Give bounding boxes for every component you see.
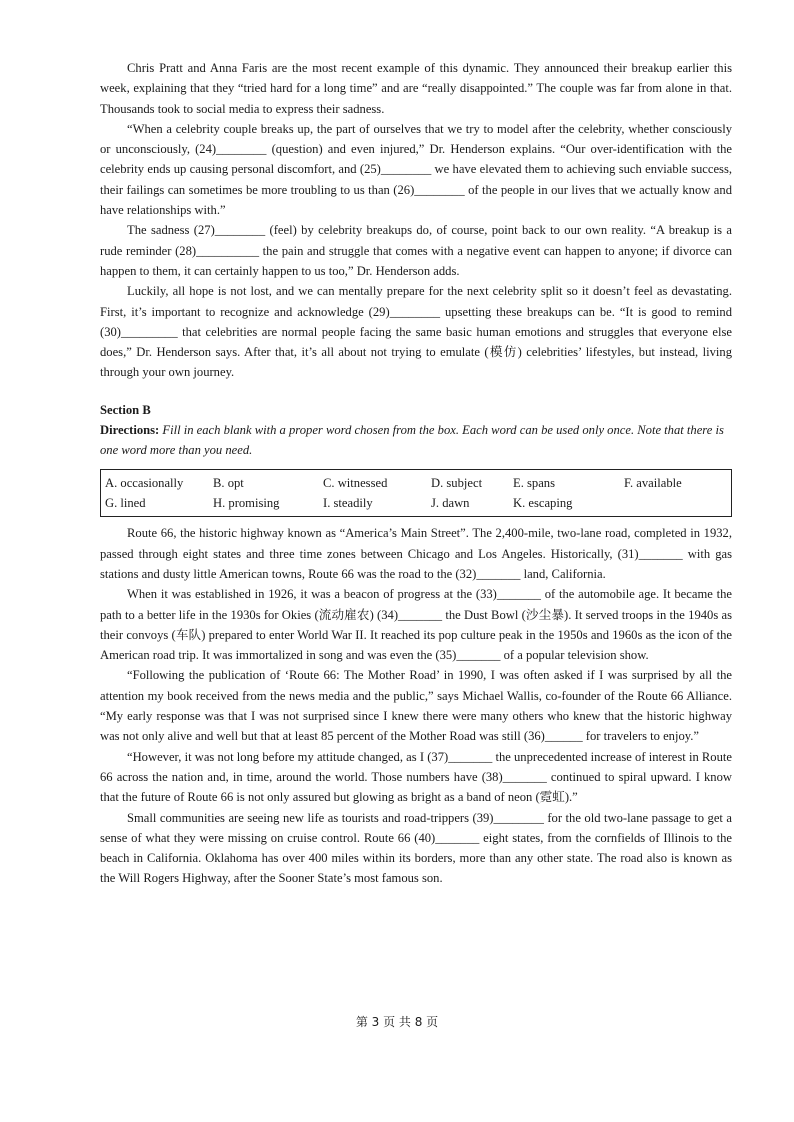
- directions-label: Directions:: [100, 422, 160, 437]
- page-number: 第 3 页 共 8 页: [355, 1015, 439, 1029]
- paragraph: When it was established in 1926, it was a beacon of progress at the (33)_______ of the automobile age. It became the path to a better life in the 1930s for Okies (流动雇农) (34)_______ the Dust Bowl (沙尘暴). It served troops in the 1940s as their convoys (车队) prepared to enter World War II. It reached its pop culture peak in the 1950s and 1960s as the icon of the American road trip. It was immortalized in song and was even the (35)_______ of a popular television show.: [100, 587, 732, 663]
- paragraph: “However, it was not long before my attitude changed, as I (37)_______ the unprecedented increase of interest in Route 66 across the nation and, in time, around the world. Those numbers have (38)_______ continued to spiral upward. I know that the future of Route 66 is not only assured but glowing as bright as a band of neon (霓虹).”: [100, 749, 732, 805]
- paragraph: The sadness (27)________ (feel) by celebrity breakups do, of course, point back to our own reality. “A breakup is a rude reminder (28)__________ the pain and struggle that comes with a negative event can happen to anyone; if divorce can happen to them, it can certainly happen to us too,” Dr. Henderson adds.: [100, 223, 732, 278]
- word-option: B. opt: [213, 476, 244, 491]
- word-option: A. occasionally: [105, 476, 184, 491]
- paragraph: Luckily, all hope is not lost, and we can mentally prepare for the next celebrity split so it doesn’t feel as devastating. First, it’s important to recognize and acknowledge (29)________ upsetting these breakups can be. “It is good to remind (30)_________ that celebrities are normal people facing the same basic human emotions and struggles that everyone else does,” Dr. Henderson says. After that, it’s all about not trying to emulate (模仿) celebrities’ lifestyles, but instead, living through your own journey.: [100, 284, 732, 380]
- paragraph: “Following the publication of ‘Route 66: The Mother Road’ in 1990, I was often asked if I was surprised by all the attention my book received from the news media and the public,” says Michael Wallis, co-founder of the Route 66 Alliance. “My early response was that I was not surprised since I knew there were many others who knew that the historic highway was not only alive and well but that at least 85 percent of the Mother Road was still (36)______ for travelers to enjoy.”: [100, 668, 732, 744]
- word-option: C. witnessed: [323, 476, 388, 491]
- word-row: [105, 493, 731, 513]
- word-option: E. spans: [513, 476, 555, 491]
- directions-text: Fill in each blank with a proper word chosen from the box. Each word can be used only once. Note that there is one word more than you need.: [100, 422, 724, 458]
- word-option: F. available: [624, 476, 682, 491]
- word-option: G. lined: [105, 496, 146, 511]
- word-box: [100, 469, 732, 517]
- word-option: H. promising: [213, 496, 280, 511]
- paragraph: Route 66, the historic highway known as “America’s Main Street”. The 2,400-mile, two-lane road, completed in 1932, passed through eight states and three time zones between Chicago and Los Angeles. Historically, (31)_______ with gas stations and dusty little American towns, Route 66 was the road to the (32)_______ land, California.: [100, 526, 732, 581]
- word-option: I. steadily: [323, 496, 373, 511]
- paragraph: Small communities are seeing new life as tourists and road-trippers (39)________ for the old two-lane passage to get a sense of what they were missing on cruise control. Route 66 (40)_______ eight states, from the cornfields of Illinois to the beach in California. Oklahoma has over 400 miles within its borders, more than any other state. The road also is known as the Will Rogers Highway, after the Sooner State’s most famous son.: [100, 810, 732, 886]
- word-option: [624, 493, 724, 513]
- paragraph: Chris Pratt and Anna Faris are the most recent example of this dynamic. They announced their breakup earlier this week, explaining that they “tried hard for a long time” and are “really disappointed.” The couple was far from alone in that. Thousands took to social media to express their sadness.: [100, 61, 732, 116]
- exam-page: [100, 58, 732, 889]
- paragraph: “When a celebrity couple breaks up, the part of ourselves that we try to model after the celebrity, whether consciously or unconsciously, (24)________ (question) and even injured,” Dr. Henderson explains. “Our over-identification with the celebrity ends up causing personal discomfort, and (25)________ we have elevated them to achieving such enviable success, their failings can sometimes be more troubling to us than (26)________ of the people in our lives that we actually know and have relationships with.”: [100, 121, 732, 218]
- word-option: D. subject: [431, 476, 483, 491]
- directions: [100, 420, 732, 461]
- word-option: J. dawn: [431, 496, 470, 511]
- section-title: Section B: [100, 402, 151, 417]
- word-row: [105, 473, 731, 493]
- word-option: K. escaping: [513, 496, 573, 511]
